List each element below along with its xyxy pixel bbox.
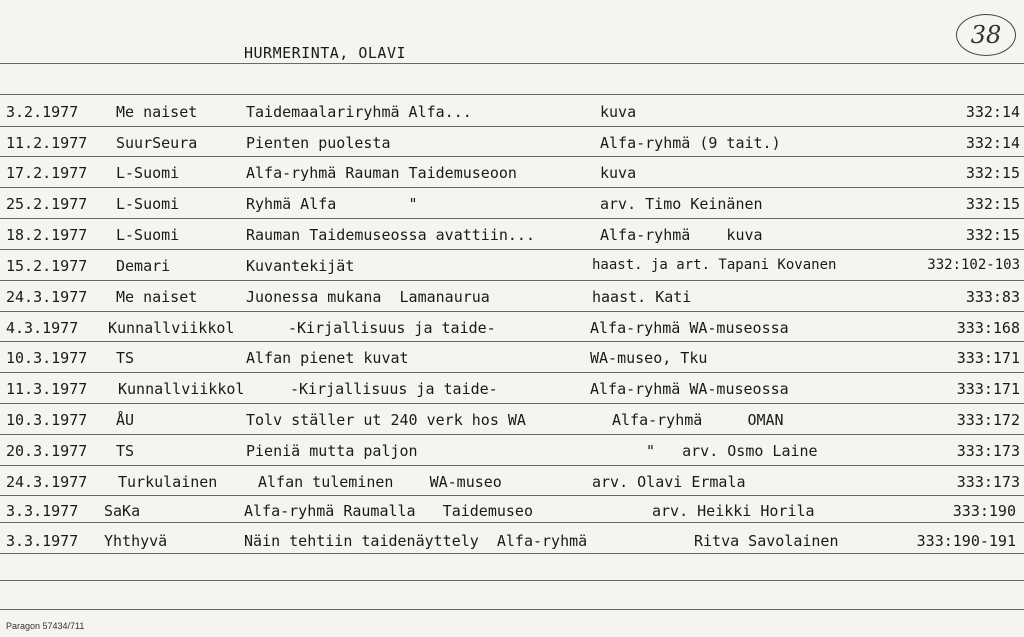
entry-date: 24.3.1977 bbox=[6, 288, 88, 306]
entry-title: Tolv ställer ut 240 verk hos WA bbox=[246, 411, 526, 429]
entry-title: Pienten puolesta bbox=[246, 134, 391, 152]
entry-publication: Turkulainen bbox=[118, 473, 218, 491]
entry-ref: 333:171 bbox=[956, 380, 1020, 398]
divider bbox=[0, 94, 1024, 95]
entry-note: " arv. Osmo Laine bbox=[646, 442, 818, 460]
entry-publication: L-Suomi bbox=[116, 226, 180, 244]
page-number-circle: 38 bbox=[956, 14, 1016, 56]
form-code: Paragon 57434/711 bbox=[6, 621, 85, 631]
entry-publication: Demari bbox=[116, 257, 171, 275]
entry-ref: 333:83 bbox=[965, 288, 1020, 306]
entry-row bbox=[0, 189, 1024, 218]
entry-row bbox=[0, 436, 1024, 465]
entry-ref: 332:14 bbox=[965, 103, 1020, 121]
entry-ref: 332:102-103 bbox=[927, 257, 1020, 273]
entry-date: 11.2.1977 bbox=[6, 134, 88, 152]
entry-title: Taidemaalariryhmä Alfa... bbox=[246, 103, 472, 121]
divider bbox=[0, 403, 1024, 404]
entry-note: arv. Timo Keinänen bbox=[600, 195, 763, 213]
entry-date: 17.2.1977 bbox=[6, 164, 88, 182]
entry-row bbox=[0, 158, 1024, 187]
entry-date: 3.3.1977 bbox=[6, 502, 79, 520]
divider bbox=[0, 187, 1024, 188]
person-name-heading: HURMERINTA, OLAVI bbox=[244, 44, 407, 62]
entry-title: Näin tehtiin taidenäyttely Alfa-ryhmä bbox=[244, 532, 588, 550]
entry-ref: 332:14 bbox=[965, 134, 1020, 152]
entry-title: Pieniä mutta paljon bbox=[246, 442, 418, 460]
entry-row bbox=[0, 220, 1024, 249]
entry-date: 4.3.1977 bbox=[6, 319, 79, 337]
entry-date: 10.3.1977 bbox=[6, 411, 88, 429]
entry-row bbox=[0, 467, 1024, 496]
entry-note: Alfa-ryhmä WA-museossa bbox=[590, 380, 789, 398]
divider bbox=[0, 609, 1024, 610]
entry-note: Alfa-ryhmä WA-museossa bbox=[590, 319, 789, 337]
entry-date: 10.3.1977 bbox=[6, 349, 88, 367]
entry-note: kuva bbox=[600, 164, 637, 182]
entry-publication: Kunnallviikkol bbox=[118, 380, 245, 398]
entry-note: arv. Heikki Horila bbox=[652, 502, 815, 520]
entry-publication: TS bbox=[116, 442, 135, 460]
entry-title: Rauman Taidemuseossa avattiin... bbox=[246, 226, 535, 244]
entry-note: Alfa-ryhmä kuva bbox=[600, 226, 763, 244]
entry-title: Alfan tuleminen WA-museo bbox=[258, 473, 502, 491]
entry-title: Alfan pienet kuvat bbox=[246, 349, 409, 367]
entry-date: 25.2.1977 bbox=[6, 195, 88, 213]
entry-publication: ÅU bbox=[116, 411, 135, 429]
entry-ref: 332:15 bbox=[965, 226, 1020, 244]
entry-publication: Me naiset bbox=[116, 288, 198, 306]
divider bbox=[0, 372, 1024, 373]
entry-row bbox=[0, 313, 1024, 342]
entry-note: Alfa-ryhmä OMAN bbox=[612, 411, 784, 429]
entry-title: -Kirjallisuus ja taide- bbox=[288, 319, 496, 337]
entry-ref: 333:190 bbox=[952, 502, 1016, 520]
entry-row bbox=[0, 526, 1024, 555]
divider bbox=[0, 434, 1024, 435]
entry-ref: 332:15 bbox=[965, 195, 1020, 213]
entry-ref: 333:172 bbox=[956, 411, 1020, 429]
entry-publication: L-Suomi bbox=[116, 164, 180, 182]
entry-publication: TS bbox=[116, 349, 135, 367]
divider bbox=[0, 249, 1024, 250]
entry-title: Kuvantekijät bbox=[246, 257, 355, 275]
entry-publication: L-Suomi bbox=[116, 195, 180, 213]
entry-note: kuva bbox=[600, 103, 637, 121]
entry-ref: 333:173 bbox=[956, 473, 1020, 491]
entry-note: haast. Kati bbox=[592, 288, 692, 306]
entry-row bbox=[0, 128, 1024, 157]
entry-row bbox=[0, 343, 1024, 372]
divider bbox=[0, 126, 1024, 127]
entry-title: Juonessa mukana Lamanaurua bbox=[246, 288, 490, 306]
entry-date: 3.2.1977 bbox=[6, 103, 79, 121]
entry-date: 3.3.1977 bbox=[6, 532, 79, 550]
entry-date: 18.2.1977 bbox=[6, 226, 88, 244]
entry-note: Alfa-ryhmä (9 tait.) bbox=[600, 134, 781, 152]
entry-publication: SaKa bbox=[104, 502, 141, 520]
entry-ref: 333:173 bbox=[956, 442, 1020, 460]
entry-publication: Me naiset bbox=[116, 103, 198, 121]
entry-date: 11.3.1977 bbox=[6, 380, 88, 398]
entry-note: Ritva Savolainen bbox=[694, 532, 839, 550]
divider bbox=[0, 465, 1024, 466]
divider bbox=[0, 580, 1024, 581]
entry-row bbox=[0, 496, 1024, 525]
entry-row bbox=[0, 251, 1024, 280]
entry-row bbox=[0, 282, 1024, 311]
entry-note: haast. ja art. Tapani Kovanen bbox=[592, 257, 837, 273]
entry-publication: SuurSeura bbox=[116, 134, 198, 152]
divider bbox=[0, 311, 1024, 312]
entry-publication: Yhthyvä bbox=[104, 532, 168, 550]
entry-publication: Kunnallviikkol bbox=[108, 319, 235, 337]
entry-row bbox=[0, 374, 1024, 403]
entry-row bbox=[0, 97, 1024, 126]
entry-ref: 333:168 bbox=[956, 319, 1020, 337]
divider bbox=[0, 63, 1024, 64]
entry-date: 15.2.1977 bbox=[6, 257, 88, 275]
entry-title: -Kirjallisuus ja taide- bbox=[290, 380, 498, 398]
entry-row bbox=[0, 405, 1024, 434]
entry-ref: 333:190-191 bbox=[916, 532, 1016, 550]
entry-note: arv. Olavi Ermala bbox=[592, 473, 746, 491]
divider bbox=[0, 218, 1024, 219]
entry-date: 24.3.1977 bbox=[6, 473, 88, 491]
entry-ref: 332:15 bbox=[965, 164, 1020, 182]
entry-title: Alfa-ryhmä Raumalla Taidemuseo bbox=[244, 502, 533, 520]
divider bbox=[0, 280, 1024, 281]
entry-note: WA-museo, Tku bbox=[590, 349, 708, 367]
entry-ref: 333:171 bbox=[956, 349, 1020, 367]
entry-date: 20.3.1977 bbox=[6, 442, 88, 460]
entry-title: Ryhmä Alfa " bbox=[246, 195, 418, 213]
entry-title: Alfa-ryhmä Rauman Taidemuseoon bbox=[246, 164, 517, 182]
